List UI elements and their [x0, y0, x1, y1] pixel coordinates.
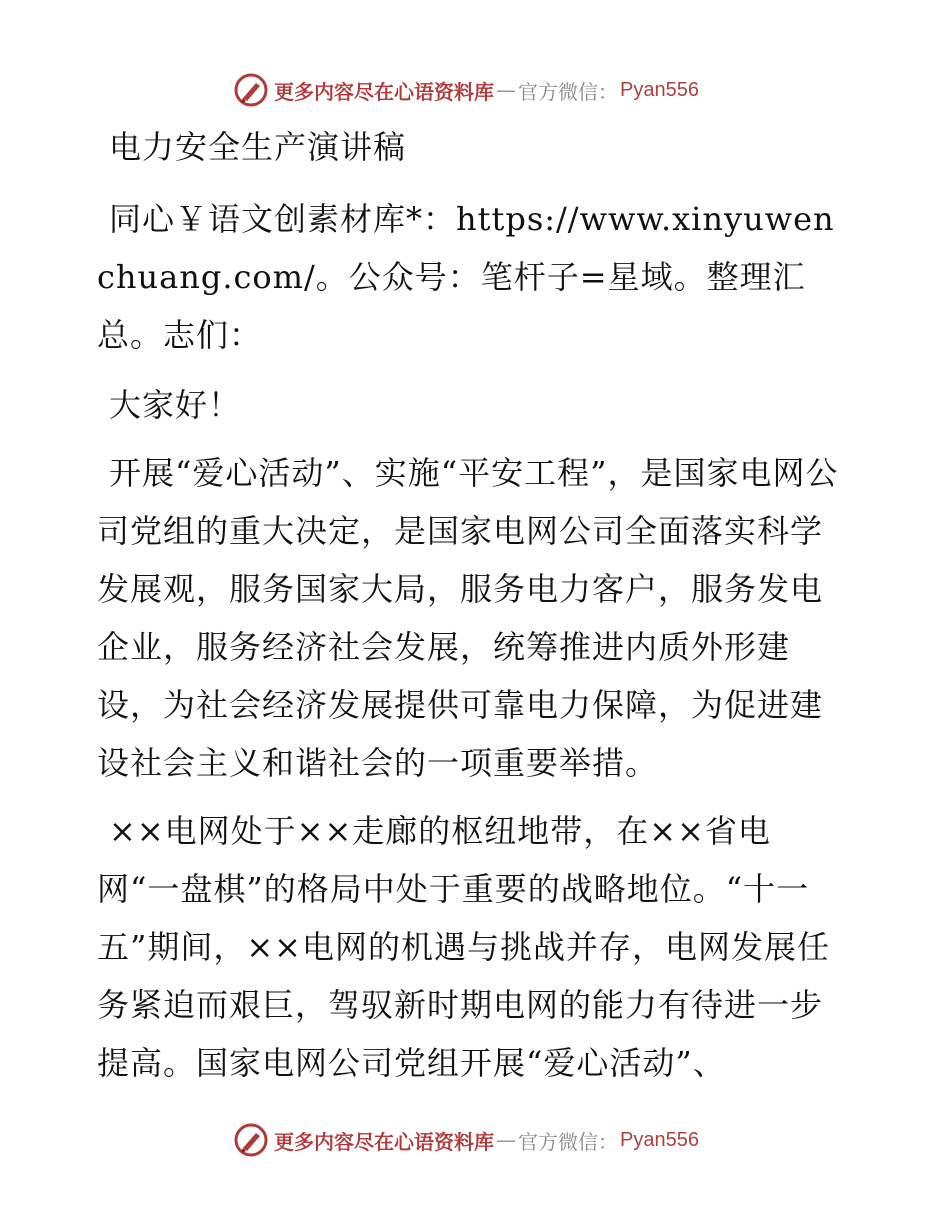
banner-sub-text: 官方微信： [518, 1129, 618, 1154]
banner-main-text: 更多内容尽在心语资料库 [274, 79, 494, 104]
banner-wechat-id: Pyan556 [620, 78, 699, 101]
banner-sub-text: 官方微信： [518, 79, 618, 104]
pen-logo-icon [234, 1123, 268, 1157]
pen-logo-icon [234, 73, 268, 107]
document-body [97, 118, 852, 1102]
paragraph-1: 开展“爱心活动”、实施“平安工程”，是国家电网公司党组的重大决定，是国家电网公司全面落实科学发展观，服务国家大局，服务电力客户，服务发电企业，服务经济社会发展，统筹推进内质外形建设，为社会经济发展提供可靠电力保障，为促进建设社会主义和谐社会的一项重要举措。 [97, 454, 839, 782]
banner-dash: — [496, 78, 516, 102]
banner-main-text: 更多内容尽在心语资料库 [274, 1129, 494, 1154]
banner-dash: — [496, 1128, 516, 1152]
header-banner [234, 72, 699, 108]
greeting: 大家好！ [109, 386, 242, 424]
document-title: 电力安全生产演讲稿 [109, 128, 407, 166]
footer-banner [234, 1122, 699, 1158]
source-line: 同心￥语文创素材库*：https://www.xinyuwenchuang.com/。公众号：笔杆子=星域。整理汇总。志们： [97, 200, 835, 354]
paragraph-2: ××电网处于××走廊的枢纽地带，在××省电网“一盘棋”的格局中处于重要的战略地位。“十一五”期间，××电网的机遇与挑战并存，电网发展任务紧迫而艰巨，驾驭新时期电网的能力有待进一步提高。国家电网公司党组开展“爱心活动”、 [97, 812, 830, 1082]
banner-wechat-id: Pyan556 [620, 1128, 699, 1151]
